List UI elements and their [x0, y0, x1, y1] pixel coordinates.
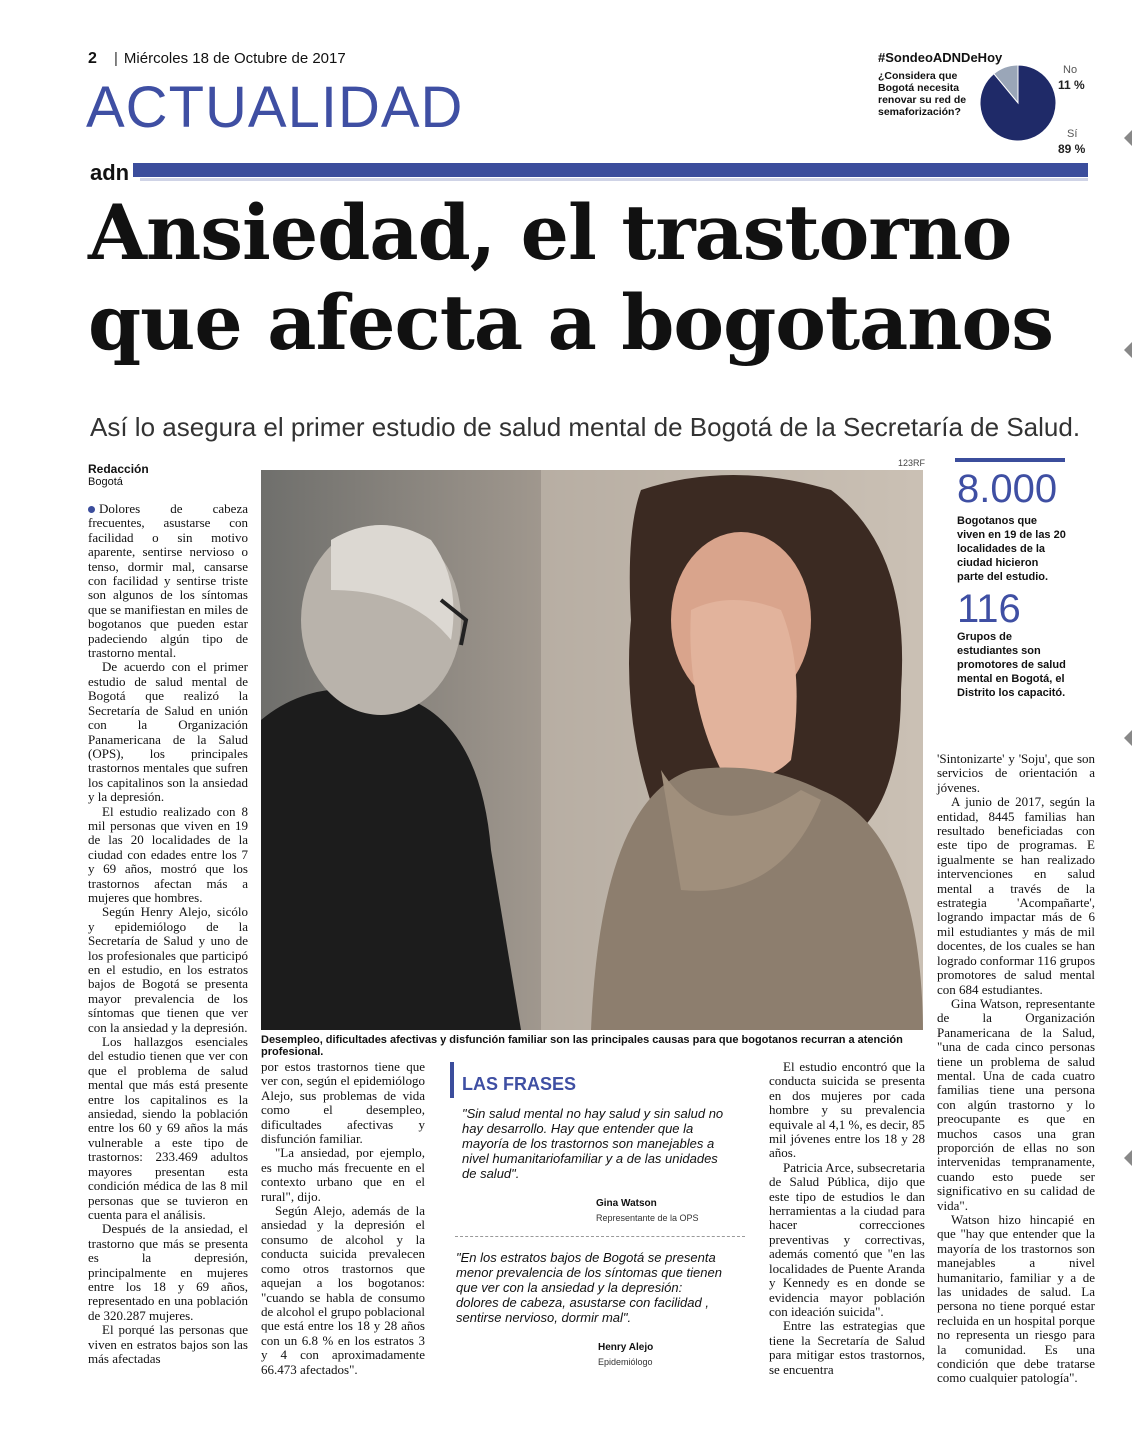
stat-number-1: 8.000: [957, 467, 1058, 511]
poll-yes-value: 89 %: [1058, 142, 1086, 156]
quote-2: "En los estratos bajos de Bogotá se presenta menor prevalencia de los síntomas que tienen que ver con la ansiedad y la depresión: dolores de cabeza, asustarse con facilidad , sentirse nervioso, dormir mal".: [456, 1250, 722, 1325]
paragraph: Después de la ansiedad, el trastorno que más se presenta es la depresión, principalmente en mujeres entre los 18 y 69 años, representado en una población de 320.287 mujeres.: [88, 1221, 248, 1323]
poll-no-label: No: [1063, 64, 1078, 76]
scan-edge-mark: [1124, 730, 1132, 746]
paragraph: Gina Watson, representante de la Organización Panamericana de la Salud, "una de cada cinco personas tiene un problema de salud mental. Una de cada cuatro familias tiene una persona con algún trastorno y lo preocupante es que en muchos casos una gran proporción de ellas no son intervenidas tempranamente, cuando esto puede ser significativo en su calidad de vida".: [937, 995, 1095, 1213]
paragraph: Entre las estrategias que tiene la Secretaría de Salud para mitigar estos trastornos, se encuentra: [769, 1318, 925, 1377]
scan-edge-mark: [1124, 342, 1132, 358]
byline-name: Redacción: [88, 462, 149, 476]
frases-accent-bar: [450, 1062, 454, 1098]
paragraph: De acuerdo con el primer estudio de salud mental de Bogotá que realizó la Secretaría de Salud en unión con la Organización Panamericana de la Salud (OPS), los principales trastornos mentales que sufren los capitalinos son la ansiedad y la depresión.: [88, 659, 248, 805]
poll-pie-chart: [978, 60, 1058, 146]
quote-divider: [455, 1236, 745, 1238]
paragraph: por estos trastornos tiene que ver con, según el epidemiólogo Alejo, sus problemas de vida como el desempleo, dificultades afectivas y disfunción familiar.: [261, 1059, 425, 1147]
poll-yes-label: Sí: [1067, 128, 1078, 140]
stat-text-1: Bogotanos que viven en 19 de las 20 localidades de la ciudad hicieron parte del estudio.: [957, 515, 1066, 583]
pie-slice-s: [980, 65, 1056, 141]
paragraph: El estudio realizado con 8 mil personas que viven en 19 de las 20 localidades de la ciudad con edades entre los 7 y 69 años, mostró que los trastornos afectan más a mujeres que hombres.: [88, 803, 248, 905]
paragraph: Dolores de cabeza frecuentes, asustarse con facilidad o sin motivo aparente, sentirse nervioso o tenso, dormir mal, cansarse con facilidad y sentirse triste son algunos de los síntomas que se manifiestan en miles de bogotanos que pueden estar padeciendo algún tipo de trastorno mental.: [88, 501, 248, 661]
quote-1: "Sin salud mental no hay salud y sin salud no hay desarrollo. Hay que entender que la mayoría de los trastornos son manejables a nivel humanitariofamiliar y a de las unidades de salud".: [462, 1106, 724, 1181]
paragraph: Patricia Arce, subsecretaria de Salud Pública, dijo que este tipo de estudios le dan herramientas a la ciudad para hacer correcciones preventivas y correctivas, además comentó que "en las localidades de Puente Aranda y Kennedy es en donde se evidencia mayor población con ideación suicida".: [769, 1159, 925, 1319]
paragraph: Los hallazgos esenciales del estudio tienen que ver con que el problema de salud mental que más está presente entre los capitalinos es la ansiedad, siendo la población entre los 60 y 69 años la más vulnerable a este tipo de trastornos: 233.469 adultos mayores presentan esta condición médica de las 8 mil personas que se tuvieron en cuenta para el análisis.: [88, 1034, 248, 1222]
frases-title: LAS FRASES: [462, 1074, 577, 1094]
quote-2-role: Epidemiólogo: [598, 1357, 653, 1367]
bullet-icon: [88, 506, 95, 513]
article-photo: [261, 470, 923, 1030]
paragraph: A junio de 2017, según la entidad, 8445 familias han resultado beneficiadas con este tipo de programas. E igualmente se han realizado intervenciones en salud mental a través de la estrategia 'Acompañarte', logrando impactar más de 6 mil estudiantes y más de mil docentes, de los cuales se han logrado conformar 116 grupos promotores de salud mental con 684 estudiantes.: [937, 794, 1096, 997]
article-column-3: [769, 1060, 925, 1377]
quote-1-author: Gina Watson: [596, 1198, 657, 1209]
paragraph: El porqué las personas que viven en estratos bajos son las más afectadas: [88, 1322, 248, 1366]
headline: Ansiedad, el trastorno que afecta a bogotanos: [88, 188, 1054, 367]
adn-logo: adn: [86, 160, 133, 186]
poll-question: ¿Considera que Bogotá necesita renovar su red de semaforización?: [878, 70, 967, 118]
issue-date: | Miércoles 18 de Octubre de 2017: [114, 50, 346, 67]
section-title: ACTUALIDAD: [86, 75, 464, 140]
photo-caption: Desempleo, dificultades afectivas y disfunción familiar son las principales causas para que bogotanos recurran a atención profesional.: [261, 1034, 903, 1058]
stat-number-2: 116: [957, 587, 1021, 631]
header-rule: [88, 163, 1088, 177]
quote-2-author: Henry Alejo: [598, 1342, 654, 1353]
subtitle: Así lo asegura el primer estudio de salud mental de Bogotá de la Secretaría de Salud.: [90, 412, 1081, 442]
poll-hashtag: #SondeoADNDeHoy: [878, 50, 1003, 65]
header-subrule: [140, 178, 1088, 181]
byline-city: Bogotá: [88, 476, 123, 488]
paragraph: Según Alejo, además de la ansiedad y la depresión el consumo de alcohol y la conducta suicida prevalecen como otros trastornos que aquejan a los bogotanos: "cuando se habla de consumo de alcohol el grupo poblacional que está entre los 18 y 28 años con un 6.8 % en los estratos 3 y 4 con aproximadamente 66.473 afectados".: [261, 1203, 425, 1377]
paragraph: 'Sintonizarte' y 'Soju', que son servicios de orientación a jóvenes.: [937, 751, 1095, 795]
article-column-2: [261, 1060, 425, 1377]
scan-edge-mark: [1124, 1150, 1132, 1166]
poll-no-value: 11 %: [1058, 78, 1085, 92]
paragraph: "La ansiedad, por ejemplo, es mucho más frecuente en el contexto urbano que en el rural", dijo.: [261, 1145, 425, 1204]
quote-1-role: Representante de la OPS: [596, 1213, 699, 1223]
article-column-1: [88, 502, 248, 1366]
scan-edge-mark: [1124, 130, 1132, 146]
photo-illustration: [261, 470, 923, 1030]
stat-text-2: Grupos de estudiantes son promotores de salud mental en Bogotá, el Distrito los capacitó.: [957, 631, 1066, 699]
paragraph: El estudio encontró que la conducta suicida se presenta en dos mujeres por cada hombre y su prevalencia equivale al 4,1 %, es decir, 85 mil jóvenes entre los 18 y 28 años.: [769, 1059, 925, 1161]
paragraph: Watson hizo hincapié en que "hay que entender que la mayoría de los trastornos son manejables a nivel humanitario, familiar y a de las unidades de salud. La persona no tiene porqué estar recluida en un hospital porque no representa un riesgo para la comunidad. Es una condición que debe tratarse como cualquier patología".: [937, 1212, 1095, 1386]
article-column-4: [937, 752, 1095, 1386]
paragraph: Según Henry Alejo, sicólo y epidemiólogo de la Secretaría de Salud y uno de los profesionales que participó en el estudio, en los estratos bajos de Bogotá se presenta mayor prevalencia de los síntomas que tienen que ver con la ansiedad y la depresión.: [88, 904, 248, 1035]
stats-rule: [955, 458, 1065, 462]
page-number: 2: [88, 50, 97, 67]
photo-credit: 123RF: [898, 458, 926, 468]
